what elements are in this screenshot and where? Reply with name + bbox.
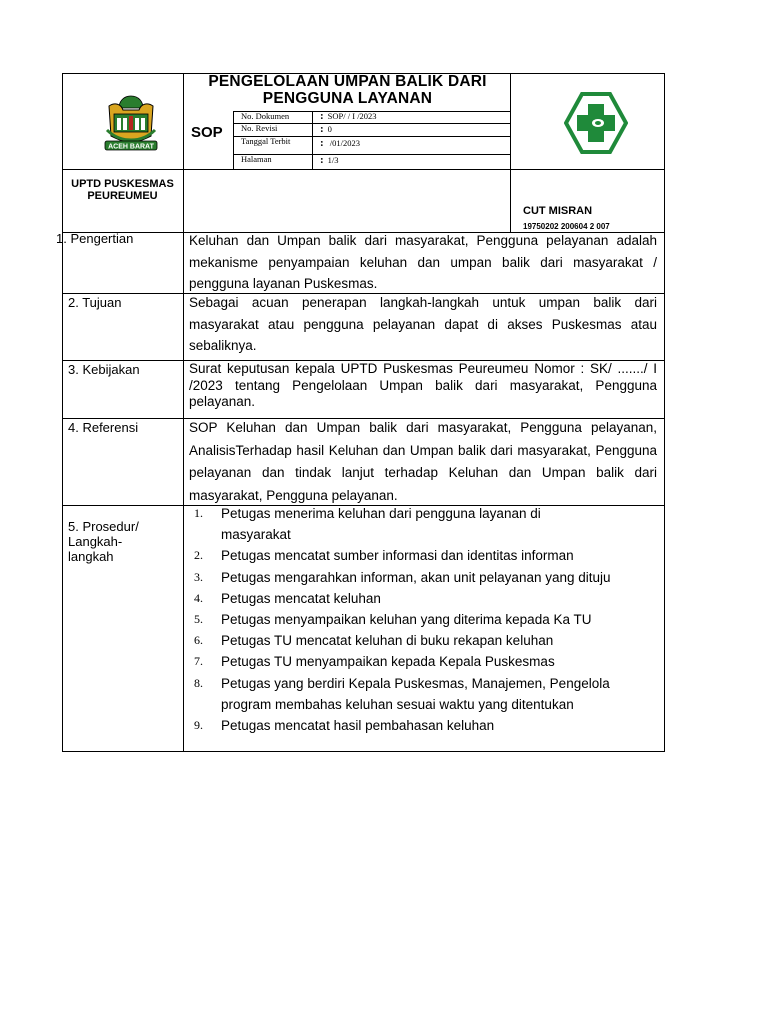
- list-item: 9. Petugas mencatat hasil pembahasan keluhan: [194, 718, 495, 734]
- section-label-kebijakan: 3. Kebijakan: [68, 362, 140, 377]
- header-right-divider: [510, 73, 511, 233]
- meta-left-line: [233, 111, 234, 169]
- meta-label-no-revisi: No. Revisi: [241, 123, 278, 133]
- list-item: 5. Petugas menyampaikan keluhan yang diterima kepada Ka TU: [194, 612, 592, 628]
- section-text-tujuan: Sebagai acuan penerapan langkah-langkah untuk umpan balik dari masyarakat atau pengguna pelayanan dapat di akses Puskesmas atau sebaliknya.: [189, 295, 657, 353]
- procedure-steps: [190, 503, 660, 736]
- document-title: PENGELOLAAN UMPAN BALIK DARI PENGGUNA LAYANAN: [208, 73, 487, 107]
- table-border-left: [62, 73, 63, 752]
- puskesmas-logo-icon: [564, 92, 628, 154]
- meta-value-no-dokumen: : SOP/ / I /2023: [320, 110, 377, 122]
- section-label-pengertian: 1. Pengertian: [56, 231, 134, 246]
- meta-mid-line: [312, 111, 313, 169]
- section-text-pengertian: Keluhan dan Umpan balik dari masyarakat, Pengguna pelayanan adalah mekanisme penyampaian keluhan dan umpan balik dari masyarakat / pengguna layanan Puskesmas.: [189, 233, 657, 291]
- organization-name: UPTD PUSKESMAS PEUREUMEU: [71, 178, 174, 202]
- emblem-text: ACEH BARAT: [108, 143, 154, 151]
- signer-nip: 19750202 200604 2 007: [523, 222, 610, 231]
- list-item: 8. Petugas yang berdiri Kepala Puskesmas, Manajemen, Pengelola program membahas keluhan sesuai waktu yang ditentukan: [194, 675, 610, 712]
- meta-line-3: [233, 154, 510, 155]
- meta-value-halaman: : 1/3: [320, 154, 339, 166]
- section-label-tujuan: 2. Tujuan: [68, 295, 122, 310]
- sop-label: SOP: [191, 124, 223, 141]
- list-item: 4. Petugas mencatat keluhan: [194, 590, 381, 606]
- meta-label-tanggal-terbit: Tanggal Terbit: [241, 136, 291, 146]
- meta-value-tanggal-terbit: : /01/2023: [320, 137, 361, 149]
- section-label-prosedur: 5. Prosedur/ Langkah- langkah: [68, 519, 139, 564]
- list-item: 7. Petugas TU menyampaikan kepada Kepala Puskesmas: [194, 654, 555, 670]
- section-text-referensi: SOP Keluhan dan Umpan balik dari masyarakat, Pengguna pelayanan, AnalisisTerhadap hasil Keluhan dan Umpan balik dari masyarakat, Pengguna pelayanan dan tindak lanjut terhadap Keluhan dan Umpan balik dari masyarakat, Pengguna pelayanan.: [189, 420, 657, 503]
- column-divider: [183, 73, 184, 752]
- table-border-right: [664, 73, 665, 752]
- header-divider: [62, 169, 665, 170]
- list-item: 3. Petugas mengarahkan informan, akan unit pelayanan yang dituju: [194, 569, 611, 585]
- aceh-barat-emblem-icon: [101, 92, 161, 154]
- signer-name: CUT MISRAN: [523, 205, 593, 217]
- list-item: 6. Petugas TU mencatat keluhan di buku rekapan keluhan: [194, 633, 554, 649]
- meta-label-halaman: Halaman: [241, 154, 272, 164]
- meta-value-no-revisi: : 0: [320, 123, 332, 135]
- table-border-bottom: [62, 751, 665, 752]
- meta-label-no-dokumen: No. Dokumen: [241, 111, 290, 121]
- list-item: 1. Petugas menerima keluhan dari pengguna layanan di masyarakat: [194, 506, 541, 543]
- section-text-kebijakan: Surat keputusan kepala UPTD Puskesmas Peureumeu Nomor : SK/ ......./ I /2023 tentang Pengelolaan Umpan balik dari masyarakat, Pengguna pelayanan.: [189, 361, 657, 409]
- section-label-referensi: 4. Referensi: [68, 420, 139, 435]
- list-item: 2. Petugas mencatat sumber informasi dan identitas informan: [194, 548, 574, 564]
